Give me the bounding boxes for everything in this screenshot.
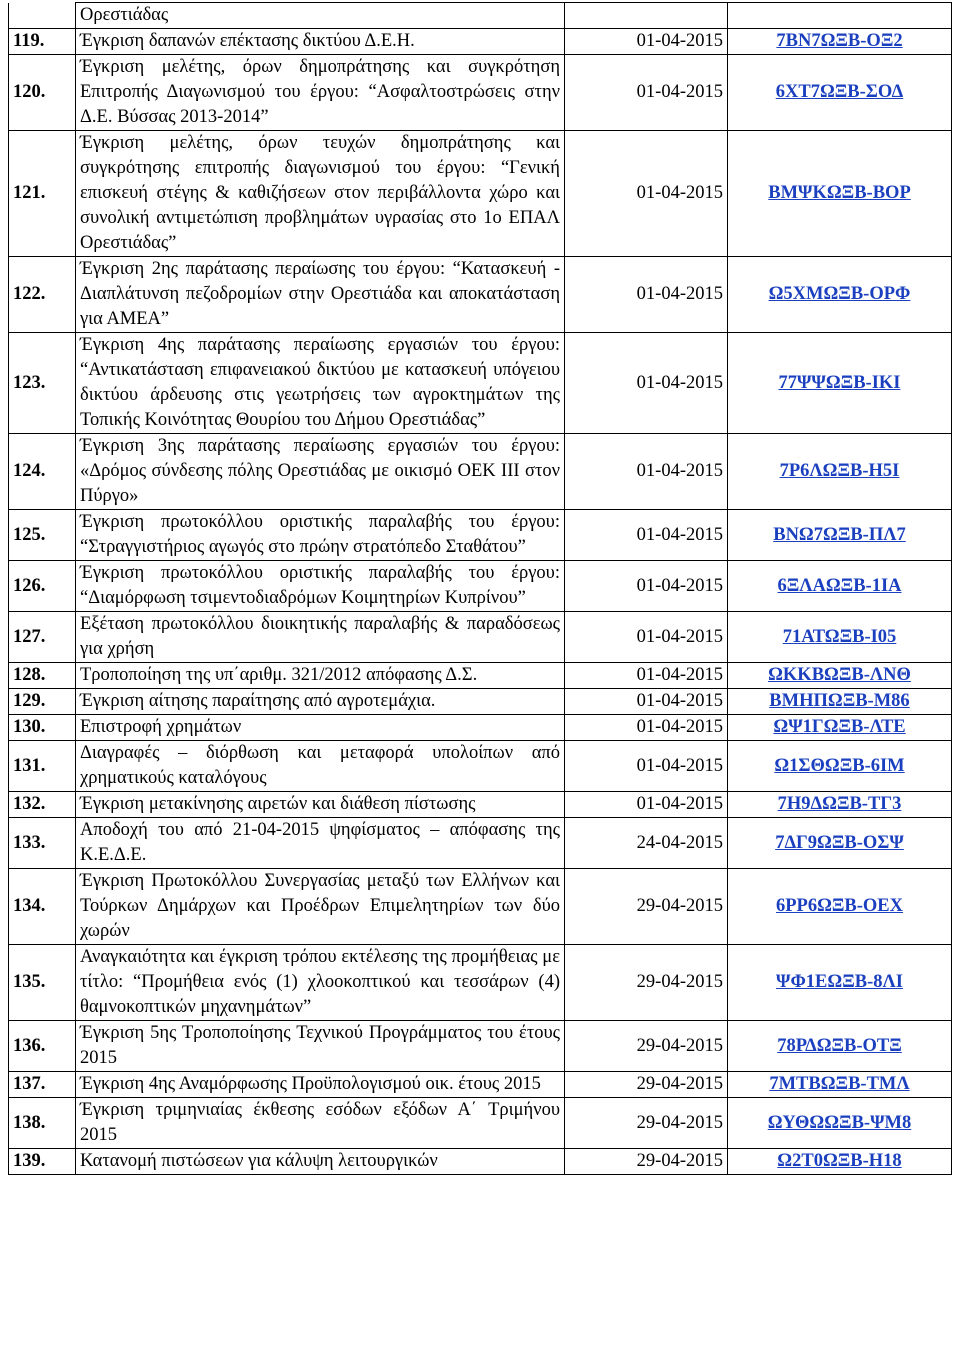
ada-link[interactable]: 78ΡΔΩΞΒ-ΟΤΞ bbox=[777, 1035, 902, 1056]
row-number: 123. bbox=[9, 333, 76, 434]
row-subject: Τροποποίηση της υπ΄αριθμ. 321/2012 απόφασης Δ.Σ. bbox=[76, 663, 565, 689]
table-row bbox=[9, 818, 952, 869]
row-number: 127. bbox=[9, 612, 76, 663]
row-ada-cell bbox=[728, 741, 952, 792]
row-ada-cell bbox=[728, 3, 952, 29]
row-date: 01-04-2015 bbox=[565, 741, 728, 792]
ada-link[interactable]: Ω1ΣΘΩΞΒ-6ΙΜ bbox=[774, 755, 905, 776]
row-ada-cell bbox=[728, 257, 952, 333]
row-subject: Έγκριση αίτησης παραίτησης από αγροτεμάχια. bbox=[76, 689, 565, 715]
row-date: 01-04-2015 bbox=[565, 257, 728, 333]
row-number: 134. bbox=[9, 869, 76, 945]
row-number: 130. bbox=[9, 715, 76, 741]
row-ada-cell bbox=[728, 869, 952, 945]
ada-link[interactable]: ΒΜΗΠΩΞΒ-Μ86 bbox=[769, 691, 910, 711]
row-date: 01-04-2015 bbox=[565, 434, 728, 510]
row-date: 01-04-2015 bbox=[565, 792, 728, 818]
row-ada-cell bbox=[728, 55, 952, 131]
row-ada-cell bbox=[728, 663, 952, 689]
table-row bbox=[9, 1149, 952, 1175]
row-ada-cell bbox=[728, 131, 952, 257]
decisions-table bbox=[8, 2, 952, 1175]
row-ada-cell bbox=[728, 333, 952, 434]
row-subject: Διαγραφές – διόρθωση και μεταφορά υπολοίπων από χρηματικούς καταλόγους bbox=[76, 741, 565, 792]
row-ada-cell bbox=[728, 561, 952, 612]
table-row bbox=[9, 741, 952, 792]
table-row bbox=[9, 792, 952, 818]
row-number: 132. bbox=[9, 792, 76, 818]
row-subject: Επιστροφή χρημάτων bbox=[76, 715, 565, 741]
row-subject: Έγκριση μελέτης, όρων τευχών δημοπράτησης και συγκρότησης επιτροπής διαγωνισμού του έργου: “Γενική επισκευή στέγης & καθιζήσεων στον περιβάλλοντα χώρο και συνολική αντιμετώπιση προβλημάτων υγρασίας στο 1ο ΕΠΑΛ Ορεστιάδας” bbox=[76, 131, 565, 257]
row-ada-cell bbox=[728, 1072, 952, 1098]
ada-link[interactable]: ΩΥΘΩΩΞΒ-ΨΜ8 bbox=[767, 1112, 912, 1133]
table-row bbox=[9, 945, 952, 1021]
row-subject: Έγκριση πρωτοκόλλου οριστικής παραλαβής του έργου: “Διαμόρφωση τσιμεντοδιαδρόμων Κοιμητηρίων Κυπρίνου” bbox=[76, 561, 565, 612]
table-row bbox=[9, 434, 952, 510]
row-subject: Έγκριση Πρωτοκόλλου Συνεργασίας μεταξύ των Ελλήνων και Τούρκων Δημάρχων και Προέδρων Επιμελητηρίων των δύο χωρών bbox=[76, 869, 565, 945]
row-number: 126. bbox=[9, 561, 76, 612]
row-ada-cell bbox=[728, 1021, 952, 1072]
row-date: 01-04-2015 bbox=[565, 689, 728, 715]
table-row bbox=[9, 612, 952, 663]
row-number: 121. bbox=[9, 131, 76, 257]
row-subject: Έγκριση μελέτης, όρων δημοπράτησης και συγκρότηση Επιτροπής Διαγωνισμού του έργου: “Ασφαλτοστρώσεις στην Δ.Ε. Βύσσας 2013-2014” bbox=[76, 55, 565, 131]
table-row bbox=[9, 869, 952, 945]
row-date: 29-04-2015 bbox=[565, 1149, 728, 1175]
row-subject: Αποδοχή του από 21-04-2015 ψηφίσματος – απόφασης της Κ.Ε.Δ.Ε. bbox=[76, 818, 565, 869]
row-subject: Έγκριση μετακίνησης αιρετών και διάθεση πίστωσης bbox=[76, 792, 565, 818]
row-number: 125. bbox=[9, 510, 76, 561]
row-number: 120. bbox=[9, 55, 76, 131]
row-number: 135. bbox=[9, 945, 76, 1021]
row-number: 137. bbox=[9, 1072, 76, 1098]
row-number: 133. bbox=[9, 818, 76, 869]
ada-link[interactable]: 7Ρ6ΛΩΞΒ-Η5Ι bbox=[779, 461, 900, 481]
row-number: 129. bbox=[9, 689, 76, 715]
row-date: 01-04-2015 bbox=[565, 510, 728, 561]
ada-link[interactable]: Ω2Τ0ΩΞΒ-Η18 bbox=[777, 1151, 902, 1171]
ada-link[interactable]: ΒΝΩ7ΩΞΒ-ΠΛ7 bbox=[773, 524, 906, 545]
table-row bbox=[9, 1021, 952, 1072]
row-subject: Έγκριση 5ης Τροποποίησης Τεχνικού Προγράμματος του έτους 2015 bbox=[76, 1021, 565, 1072]
ada-link[interactable]: 6ΞΛΑΩΞΒ-1ΙΑ bbox=[777, 575, 902, 596]
row-subject: Έγκριση 4ης Αναμόρφωσης Προϋπολογισμού οικ. έτους 2015 bbox=[76, 1072, 565, 1098]
table-row bbox=[9, 715, 952, 741]
row-date: 29-04-2015 bbox=[565, 1098, 728, 1149]
table-row bbox=[9, 663, 952, 689]
table-row bbox=[9, 131, 952, 257]
row-date: 01-04-2015 bbox=[565, 29, 728, 55]
row-date: 29-04-2015 bbox=[565, 1072, 728, 1098]
row-subject: Έγκριση δαπανών επέκτασης δικτύου Δ.Ε.Η. bbox=[76, 29, 565, 55]
ada-link[interactable]: ΩΨ1ΓΩΞΒ-ΛΤΕ bbox=[773, 717, 906, 737]
row-date: 29-04-2015 bbox=[565, 1021, 728, 1072]
row-subject: Έγκριση πρωτοκόλλου οριστικής παραλαβής του έργου: “Στραγγιστήριος αγωγός στο πρώην στρατόπεδο Σταθάτου” bbox=[76, 510, 565, 561]
row-number bbox=[9, 3, 76, 29]
row-date: 01-04-2015 bbox=[565, 715, 728, 741]
ada-link[interactable]: 7Η9ΔΩΞΒ-ΤΓ3 bbox=[777, 794, 902, 814]
row-date bbox=[565, 3, 728, 29]
row-ada-cell bbox=[728, 689, 952, 715]
row-date: 01-04-2015 bbox=[565, 333, 728, 434]
ada-link[interactable]: 7ΔΓ9ΩΞΒ-ΟΣΨ bbox=[775, 832, 904, 853]
row-ada-cell bbox=[728, 1098, 952, 1149]
row-ada-cell bbox=[728, 434, 952, 510]
row-subject: Ορεστιάδας bbox=[76, 3, 565, 29]
table-row bbox=[9, 510, 952, 561]
ada-link[interactable]: 7ΜΤΒΩΞΒ-ΤΜΛ bbox=[769, 1074, 910, 1094]
table-row bbox=[9, 333, 952, 434]
row-date: 01-04-2015 bbox=[565, 561, 728, 612]
ada-link[interactable]: 71ΑΤΩΞΒ-Ι05 bbox=[782, 626, 897, 647]
row-ada-cell bbox=[728, 818, 952, 869]
table-row bbox=[9, 29, 952, 55]
row-date: 01-04-2015 bbox=[565, 55, 728, 131]
ada-link[interactable]: ΒΜΨΚΩΞΒ-ΒΟΡ bbox=[768, 183, 911, 203]
ada-link[interactable]: 7ΒΝ7ΩΞΒ-ΟΞ2 bbox=[776, 31, 903, 51]
ada-link[interactable]: 77ΨΨΩΞΒ-ΙΚΙ bbox=[778, 372, 901, 393]
row-number: 119. bbox=[9, 29, 76, 55]
table-row bbox=[9, 55, 952, 131]
row-subject: Έγκριση τριμηνιαίας έκθεσης εσόδων εξόδων Α΄ Τριμήνου 2015 bbox=[76, 1098, 565, 1149]
row-ada-cell bbox=[728, 792, 952, 818]
row-number: 136. bbox=[9, 1021, 76, 1072]
row-number: 122. bbox=[9, 257, 76, 333]
row-number: 131. bbox=[9, 741, 76, 792]
table-row bbox=[9, 561, 952, 612]
row-subject: Εξέταση πρωτοκόλλου διοικητικής παραλαβής & παραδόσεως για χρήση bbox=[76, 612, 565, 663]
ada-link[interactable]: ΩΚΚΒΩΞΒ-ΛΝΘ bbox=[768, 665, 911, 685]
row-ada-cell bbox=[728, 945, 952, 1021]
row-number: 124. bbox=[9, 434, 76, 510]
row-date: 01-04-2015 bbox=[565, 663, 728, 689]
row-date: 01-04-2015 bbox=[565, 131, 728, 257]
row-date: 01-04-2015 bbox=[565, 612, 728, 663]
row-subject: Έγκριση 4ης παράτασης περαίωσης εργασιών του έργου: “Αντικατάσταση επιφανειακού δικτύου με κατασκευή υπόγειου δικτύου άρδευσης στις γεωτρήσεις των αγροκτημάτων της Τοπικής Κοινότητας Θουρίου του Δήμου Ορεστιάδας” bbox=[76, 333, 565, 434]
row-subject: Έγκριση 3ης παράτασης περαίωσης εργασιών του έργου: «Δρόμος σύνδεσης πόλης Ορεστιάδας με οικισμό ΟΕΚ ΙΙΙ στον Πύργο» bbox=[76, 434, 565, 510]
row-ada-cell bbox=[728, 29, 952, 55]
row-ada-cell bbox=[728, 715, 952, 741]
row-date: 24-04-2015 bbox=[565, 818, 728, 869]
row-subject: Έγκριση 2ης παράτασης περαίωσης του έργου: “Κατασκευή - Διαπλάτυνση πεζοδρομίων στην Ορεστιάδα και αποκατάσταση για ΑΜΕΑ” bbox=[76, 257, 565, 333]
table-row bbox=[9, 257, 952, 333]
row-ada-cell bbox=[728, 1149, 952, 1175]
table-row bbox=[9, 689, 952, 715]
ada-link[interactable]: 6ΧΤ7ΩΞΒ-ΣΟΔ bbox=[775, 82, 904, 102]
row-date: 29-04-2015 bbox=[565, 945, 728, 1021]
row-date: 29-04-2015 bbox=[565, 869, 728, 945]
row-subject: Κατανομή πιστώσεων για κάλυψη λειτουργικών bbox=[76, 1149, 565, 1175]
row-ada-cell bbox=[728, 510, 952, 561]
ada-link[interactable]: Ω5ΧΜΩΞΒ-ΟΡΦ bbox=[768, 284, 911, 304]
table-row bbox=[9, 3, 952, 29]
ada-link[interactable]: ΨΦ1ΕΩΞΒ-8ΛΙ bbox=[776, 972, 903, 992]
row-ada-cell bbox=[728, 612, 952, 663]
decisions-table-body bbox=[9, 3, 952, 1175]
table-row bbox=[9, 1072, 952, 1098]
ada-link[interactable]: 6ΡΡ6ΩΞΒ-ΟΕΧ bbox=[775, 896, 904, 916]
row-subject: Αναγκαιότητα και έγκριση τρόπου εκτέλεσης της προμήθειας με τίτλο: “Προμήθεια ενός (1) χλοοκοπτικού και τεσσάρων (4) θαμνοκοπτικών μηχανημάτων” bbox=[76, 945, 565, 1021]
row-number: 139. bbox=[9, 1149, 76, 1175]
row-number: 128. bbox=[9, 663, 76, 689]
row-number: 138. bbox=[9, 1098, 76, 1149]
table-row bbox=[9, 1098, 952, 1149]
